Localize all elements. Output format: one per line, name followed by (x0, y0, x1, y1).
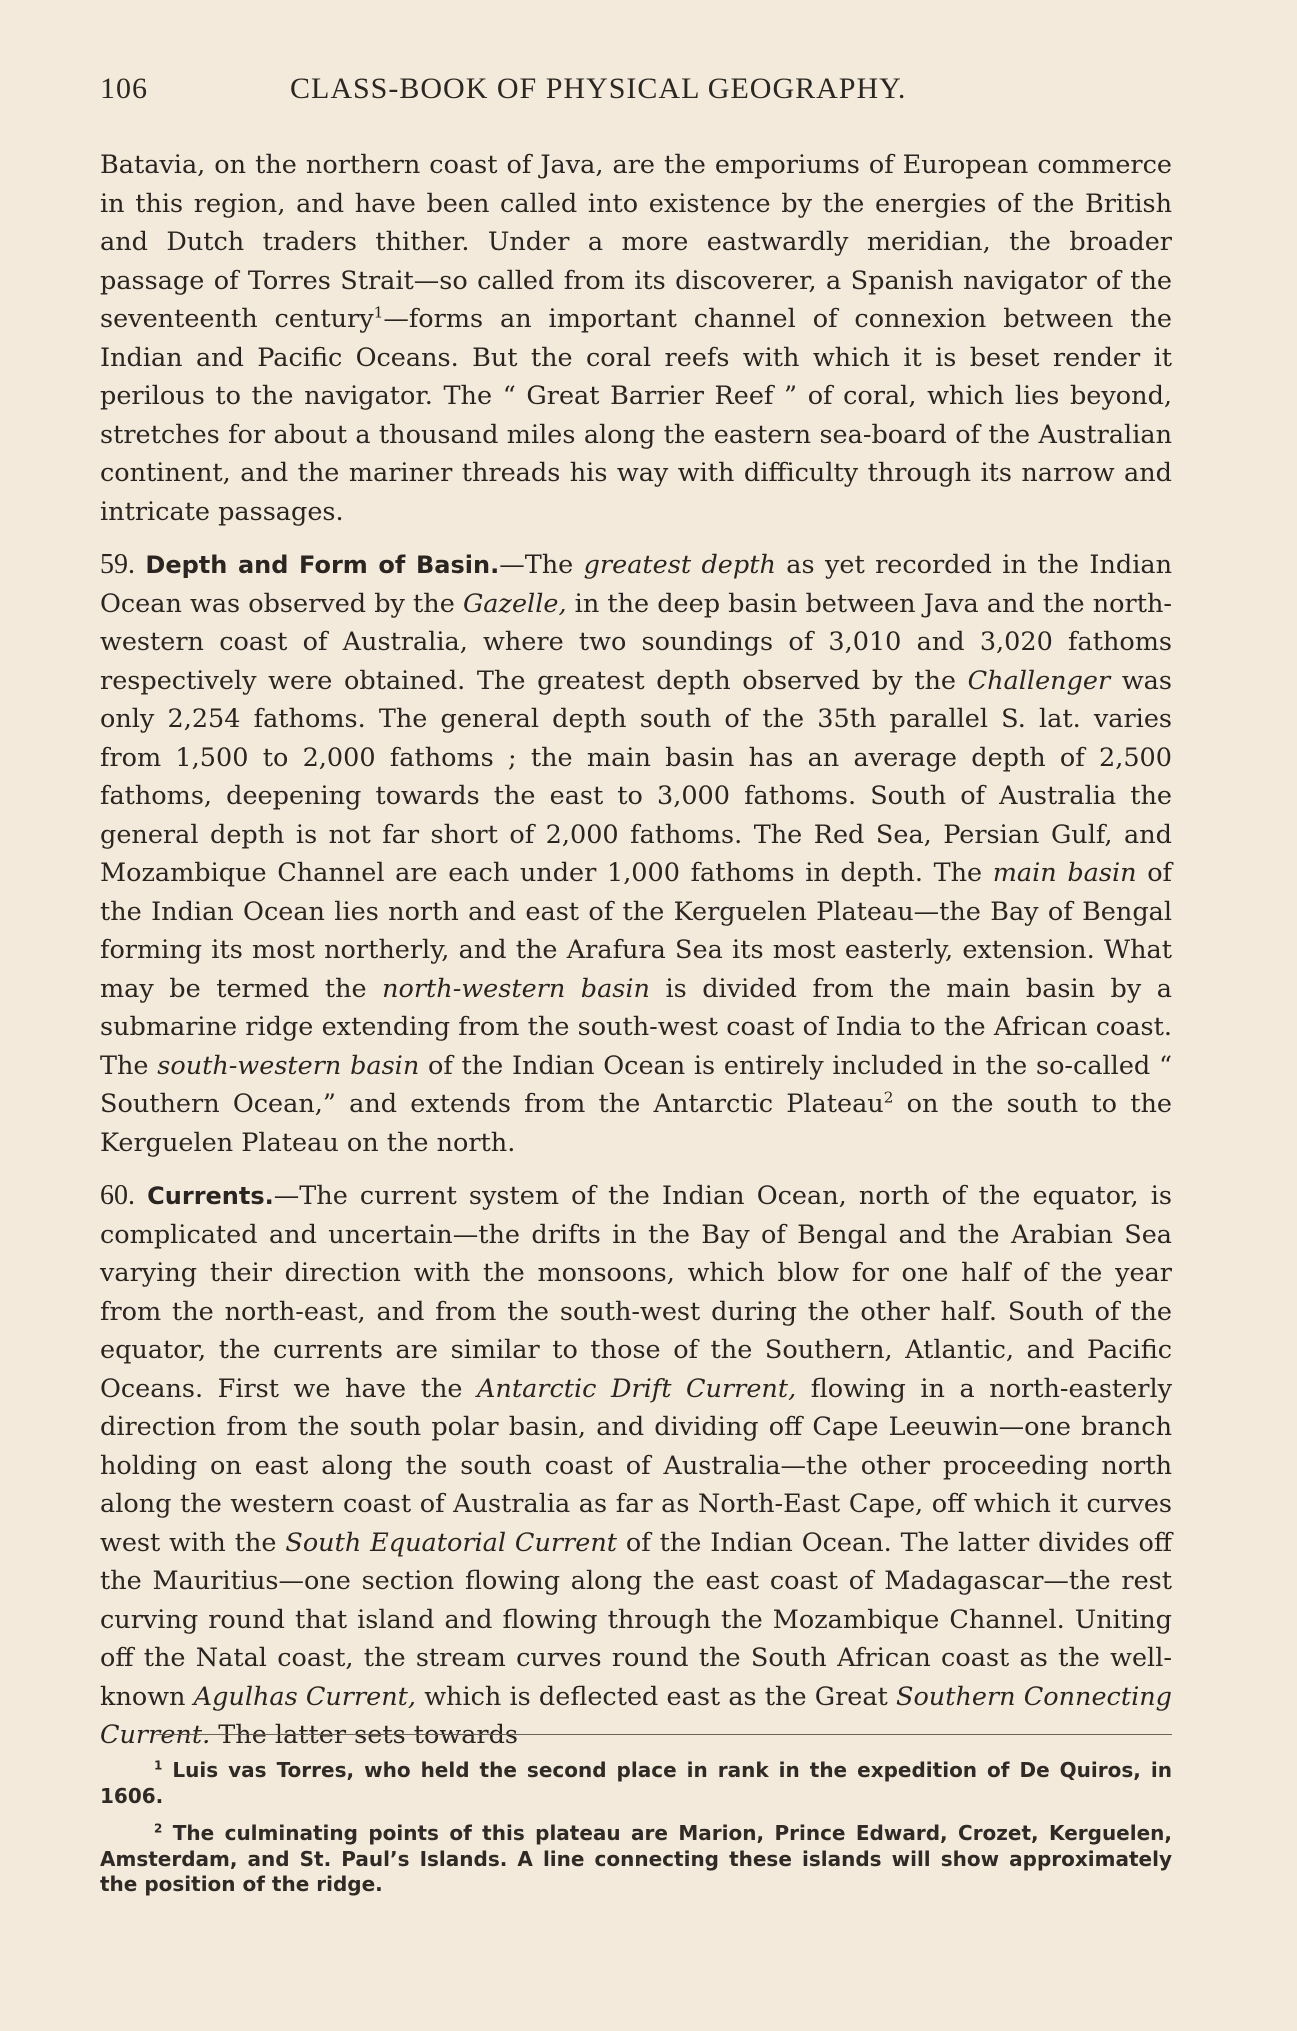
italic-ship-name: Gazelle, (462, 588, 567, 619)
section-number: 60. (100, 1180, 135, 1211)
italic-term: greatest depth (583, 550, 776, 580)
footnote-mark: 2 (154, 1821, 163, 1836)
footnote-mark: 1 (154, 1758, 163, 1773)
text-run: which is deflected east as the Great (416, 1681, 896, 1712)
section-number: 59. (100, 549, 135, 580)
italic-current-name: Antarctic Drift Current, (477, 1373, 797, 1404)
footnote-ref-2: 2 (883, 1088, 894, 1107)
text-run: on the south to the Kerguelen Plateau on the north. (100, 1089, 1173, 1158)
footnote-ref-1: 1 (373, 303, 384, 322)
text-run: —The current system of the Indian Ocean, north of the equator, is complicated and uncertain—the drifts in the Bay of Bengal and the Arabian Sea varying their direction with the monsoons, which blow for one half of the year from the north-east, and from the south-west during the other half. South of the equator, the currents are similar to those of the Southern, Atlantic, and Pacific Oceans. First we have the (100, 1181, 1173, 1404)
italic-ship-name: Challenger (967, 665, 1111, 696)
section-title: Depth and Form of Basin. (145, 551, 500, 579)
italic-current-name: Agulhas Current, (193, 1681, 417, 1712)
footnote-2 (100, 1821, 1172, 1898)
footnote-text: The culminating points of this plateau are Marion, Prince Edward, Crozet, Kerguelen, Amsterdam, and St. Paul’s Islands. A line connecting these islands will show approximately the position of the ridge. (100, 1821, 1172, 1896)
italic-current-name: South Equatorial Current (285, 1527, 618, 1558)
footnote-text: Luis vas Torres, who held the second place in rank in the expedition of De Quiros, in 1606. (100, 1758, 1172, 1808)
section-title: Currents. (147, 1182, 274, 1210)
text-run: of the Indian Ocean lies north and east of the Kerguelen Plateau—the Bay of Bengal forming its most northerly, and the Arafura Sea its most easterly, extension. What may be termed the (100, 858, 1172, 1004)
text-run: —The (499, 550, 584, 580)
text-run: The latter sets towards (210, 1720, 519, 1750)
text-run: in the deep basin between Java and the north-western coast of Australia, where two soundings of 3,010 and 3,020 fathoms respectively were obtained. The greatest depth observed by the (100, 588, 1172, 696)
footnote-1 (100, 1758, 1172, 1809)
footnote-divider (156, 1734, 1172, 1735)
paragraph-torres-strait (100, 146, 1172, 531)
italic-term: north-western basin (382, 973, 650, 1004)
text-run: Batavia, on the northern coast of Java, are the emporiums of European commerce in this region, and have been called into existence by the energies of the British and Dutch traders thither. Under a more eastwardly meridian, the broader passage of Torres Strait—so called from its discoverer, a Spanish navigator of the seventeenth century (100, 150, 1172, 334)
page-number: 106 (100, 72, 148, 105)
footnotes (100, 1758, 1172, 1898)
text-run: as yet recorded in the Indian Ocean was observed by the (100, 550, 1172, 619)
body-text (100, 146, 1172, 1755)
text-run: is divided from the main basin by a submarine ridge extending from the south-west coast of India to the African coast. The (100, 973, 1172, 1081)
text-run: was only 2,254 fathoms. The general depth south of the 35th parallel S. lat. varies from 1,500 to 2,000 fathoms ; the main basin has an average depth of 2,500 fathoms, deepening towards the east to 3,000 fathoms. South of Australia the general depth is not far short of 2,000 fathoms. The Red Sea, Persian Gulf, and Mozambique Channel are each under 1,000 fathoms in depth. The (100, 665, 1172, 888)
italic-current-name: Southern Connecting Current. (100, 1681, 1172, 1750)
text-run: —forms an important channel of connexion between the Indian and Pacific Oceans. But the coral reefs with which it is beset render it perilous to the navigator. The “ Great Barrier Reef ” of coral, which lies beyond, stretches for about a thousand miles along the eastern sea-board of the Australian continent, and the mariner threads his way with difficulty through its narrow and intricate passages. (100, 304, 1172, 527)
page-header (100, 72, 1172, 112)
text-run: of the Indian Ocean is entirely included in the so-called “ Southern Ocean,” and extends from the Antarctic Plateau (100, 1050, 1172, 1119)
section-60-currents (100, 1177, 1172, 1755)
section-59-depth (100, 546, 1172, 1162)
text-run: of the Indian Ocean. The latter divides off the Mauritius—one section flowing along the east coast of Madagascar—the rest curving round that island and flowing through the Mozambique Channel. Uniting off the Natal coast, the stream curves round the South African coast as the well-known (100, 1527, 1172, 1712)
italic-term: south-western basin (157, 1050, 420, 1081)
text-run: flowing in a north-easterly direction from the south polar basin, and dividing off Cape Leeuwin—one branch holding on east along the south coast of Australia—the other proceeding north along the western coast of Australia as far as North-East Cape, off which it curves west with the (100, 1373, 1173, 1558)
italic-term: main basin (992, 858, 1137, 888)
running-head: CLASS-BOOK OF PHYSICAL GEOGRAPHY. (290, 72, 907, 105)
